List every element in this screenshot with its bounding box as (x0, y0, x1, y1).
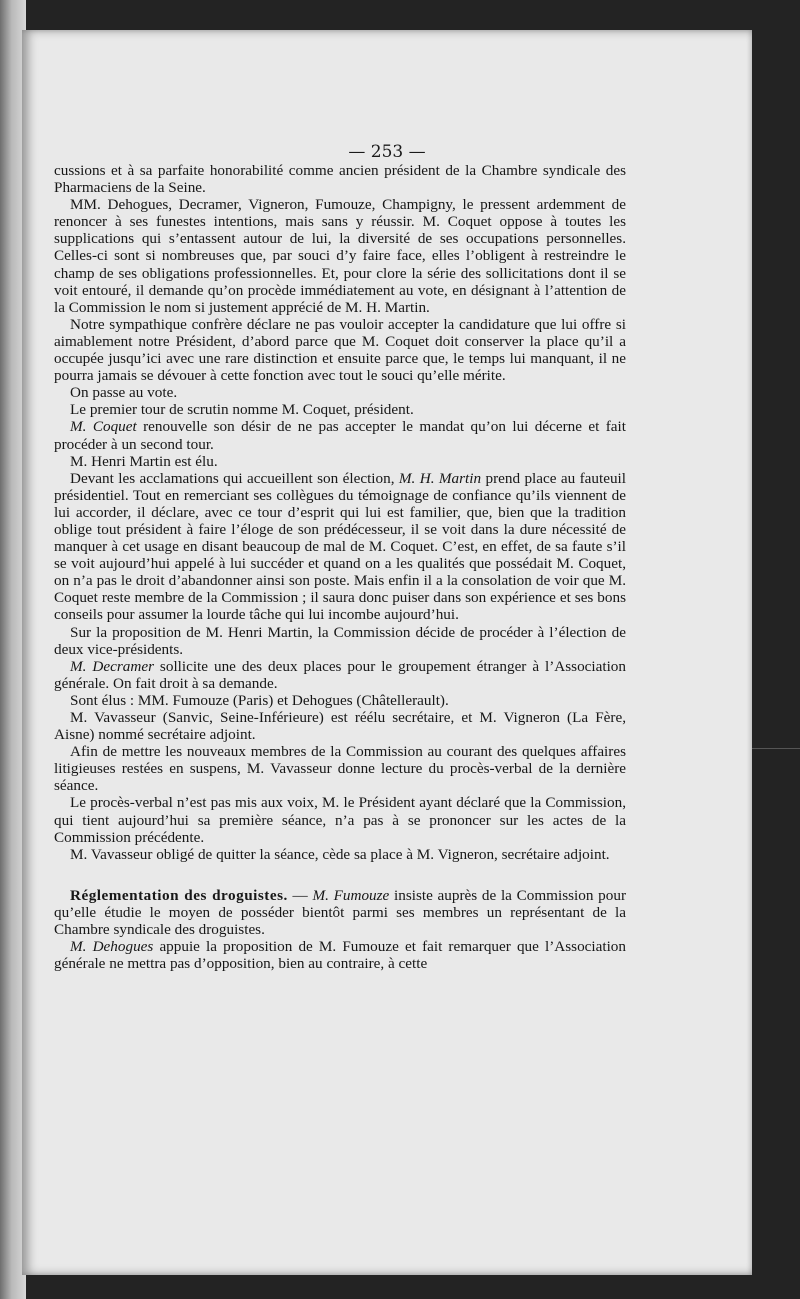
book-page (22, 30, 752, 1275)
paragraph: Le procès-verbal n’est pas mis aux voix, M. le Président ayant déclaré que la Commission, qui tient aujourd’hui sa première séance, n’a pas à se prononcer sur les actes de la Commission précédente. (54, 794, 626, 846)
paragraph-text: renouvelle son désir de ne pas accepter le mandat qu’on lui décerne et fait procéder à un second tour. (54, 418, 626, 453)
paragraph (54, 470, 626, 624)
paragraph-text: sollicite une des deux places pour le groupement étranger à l’Association générale. On fait droit à sa demande. (54, 657, 626, 692)
paragraph: Sont élus : MM. Fumouze (Paris) et Dehogues (Châtellerault). (70, 691, 449, 709)
body-text (54, 162, 626, 972)
paragraph: On passe au vote. (70, 384, 178, 402)
paragraph: Afin de mettre les nouveaux membres de la Commission au courant des quelques affaires litigieuses restées en suspens, M. Vavasseur donne lecture du procès-verbal de la dernière séance. (54, 743, 626, 795)
person-name: M. Decramer (70, 657, 154, 675)
paragraph: M. Vavasseur obligé de quitter la séance, cède sa place à M. Vigneron, secrétaire adjoint. (70, 845, 610, 863)
paragraph-text: Devant les acclamations qui accueillent son élection, (70, 469, 399, 487)
paragraph-text: appuie la proposition de M. Fumouze et fait remarquer que l’Association générale ne mettra pas d’opposition, bien au contraire, à cette (54, 938, 626, 973)
section-paragraph (54, 887, 626, 938)
person-name: M. Dehogues (70, 938, 154, 956)
paragraph: M. Henri Martin est élu. (70, 452, 218, 470)
dash: — (287, 886, 313, 904)
person-name: M. Coquet (70, 418, 137, 436)
paragraph: M. Vavasseur (Sanvic, Seine-Inférieure) est réélu secrétaire, et M. Vigneron (La Fère, Aisne) nommé secrétaire adjoint. (54, 709, 626, 744)
person-name: M. H. Martin (398, 469, 482, 487)
person-name: M. Fumouze (312, 886, 390, 904)
paragraph: MM. Dehogues, Decramer, Vigneron, Fumouze, Champigny, le pressent ardemment de renoncer à ses funestes intentions, mais sans y réussir. M. Coquet oppose à toutes les supplications qui s’entassent autour de lui, la diversité de ses occupations personnelles. Celles-ci sont si nombreuses que, par souci d’y faire face, elles l’obligent à restreindre le champ de ses obligations professionnelles. Et, pour clore la série des sollicitations dont il se voit entouré, il demande qu’on procède immédiatement au vote, en désignant à l’attention de la Commission le nom si justement apprécié de M. H. Martin. (54, 196, 626, 316)
paragraph (54, 938, 626, 972)
paragraph: cussions et à sa parfaite honorabilité comme ancien président de la Chambre syndicale des Pharmaciens de la Seine. (54, 162, 626, 197)
section-gap (54, 863, 626, 887)
section-heading: Réglementation des droguistes. (70, 886, 288, 904)
paragraph-text: prend place au fauteuil présidentiel. Tout en remerciant ses collègues du témoignage de confiance qu’ils viennent de lui accorder, il déclare, avec ce tour d’esprit qui lui est familier, que, bien que la tradition oblige tout président à faire l’éloge de son prédécesseur, il se voit dans la dure nécessité de manquer à cet usage en disant beaucoup de mal de M. Coquet. C’est, en effet, de sa faute s’il se voit aujourd’hui appelé à lui succéder et quand on a les qualités que possédait M. Coquet, on n’a pas le droit d’abandonner ainsi son poste. Mais enfin il a la consolation de voir que M. Coquet reste membre de la Commission ; il saura donc puiser dans son expérience et ses bons conseils pour assumer la lourde tâche qui lui incombe aujourd’hui. (54, 469, 626, 624)
page-number: — 253 — (348, 142, 426, 162)
paragraph-text: insiste auprès de la Commission pour qu’elle étudie le moyen de posséder bientôt parmi ses membres un représentant de la Chambre syndicale des droguistes. (54, 886, 627, 939)
paragraph: Notre sympathique confrère déclare ne pas vouloir accepter la candidature que lui offre si aimablement notre Président, d’abord parce que M. Coquet doit conserver la place qu’il a occupée jusqu’ici avec une rare distinction et ensuite parce que, le temps lui manquant, il ne pourra jamais se dévouer à cette fonction avec tout le souci qu’elle mérite. (54, 315, 626, 385)
paragraph: Le premier tour de scrutin nomme M. Coquet, président. (70, 401, 414, 419)
paragraph: Sur la proposition de M. Henri Martin, la Commission décide de procéder à l’élection de deux vice-présidents. (54, 623, 626, 658)
paragraph (54, 658, 626, 692)
paragraph (54, 418, 626, 452)
